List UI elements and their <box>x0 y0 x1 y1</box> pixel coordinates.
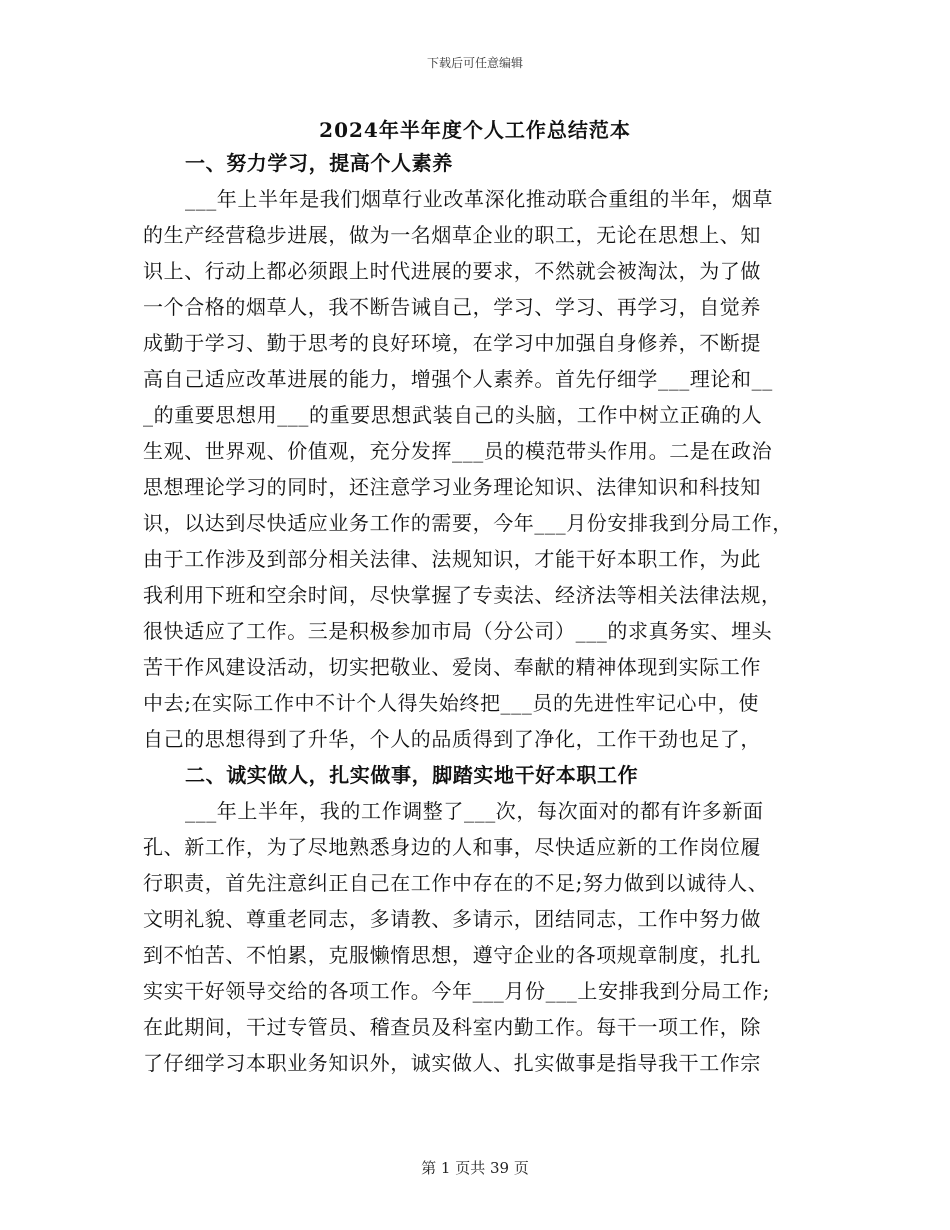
paragraph-line: 在此期间，干过专管员、稽查员及科室内勤工作。每干一项工作，除 <box>143 1015 761 1039</box>
paragraph-line: 孔、新工作，为了尽地熟悉身边的人和事，尽快适应新的工作岗位履 <box>143 835 761 859</box>
page-header: 下载后可任意编辑 <box>426 56 523 70</box>
paragraph-line: 思想理论学习的同时，还注意学习业务理论知识、法律知识和科技知 <box>143 475 761 499</box>
paragraph-line: 的生产经营稳步进展，做为一名烟草企业的职工，无论在思想上、知 <box>143 223 761 247</box>
section-heading: 二、诚实做人，扎实做事，脚踏实地干好本职工作 <box>185 763 639 787</box>
paragraph-line: 由于工作涉及到部分相关法律、法规知识，才能干好本职工作，为此 <box>143 547 761 571</box>
paragraph-line: 识，以达到尽快适应业务工作的需要，今年___月份安排我到分局工作， <box>143 511 793 535</box>
paragraph-line: _的重要思想用___的重要思想武装自己的头脑，工作中树立正确的人 <box>143 403 763 427</box>
document-body <box>143 145 808 1081</box>
paragraph-line: ___年上半年是我们烟草行业改革深化推动联合重组的半年，烟草 <box>185 187 773 211</box>
paragraph-line: 一个合格的烟草人，我不断告诫自己，学习、学习、再学习，自觉养 <box>143 295 761 319</box>
paragraph-line: 行职责，首先注意纠正自己在工作中存在的不足;努力做到以诚待人、 <box>143 871 769 895</box>
section-heading: 一、努力学习，提高个人素养 <box>185 151 453 175</box>
paragraph-line: 我利用下班和空余时间，尽快掌握了专卖法、经济法等相关法律法规， <box>143 583 782 607</box>
paragraph-line: 文明礼貌、尊重老同志，多请教、多请示，团结同志，工作中努力做 <box>143 907 761 931</box>
paragraph-line: 实实干好领导交给的各项工作。今年___月份___上安排我到分局工作; <box>143 979 771 1003</box>
paragraph-line: 自己的思想得到了升华，个人的品质得到了净化，工作干劲也足了， <box>143 727 761 751</box>
page-footer: 第 1 页共 39 页 <box>421 1159 529 1177</box>
document-title: 2024年半年度个人工作总结范本 <box>319 118 631 142</box>
paragraph-line: 中去;在实际工作中不计个人得失始终把___员的先进性牢记心中，使 <box>143 691 759 715</box>
paragraph-line: 识上、行动上都必须跟上时代进展的要求，不然就会被淘汰，为了做 <box>143 259 761 283</box>
paragraph-line: 到不怕苦、不怕累，克服懒惰思想，遵守企业的各项规章制度，扎扎 <box>143 943 761 967</box>
paragraph-line: 高自己适应改革进展的能力，增强个人素养。首先仔细学___理论和__ <box>143 367 773 391</box>
paragraph-line: 了仔细学习本职业务知识外，诚实做人、扎实做事是指导我干工作宗 <box>143 1051 761 1075</box>
paragraph-line: ___年上半年，我的工作调整了___次，每次面对的都有许多新面 <box>185 799 764 823</box>
paragraph-line: 成勤于学习、勤于思考的良好环境，在学习中加强自身修养，不断提 <box>143 331 761 355</box>
paragraph-line: 苦干作风建设活动，切实把敬业、爱岗、奉献的精神体现到实际工作 <box>143 655 761 679</box>
paragraph-line: 生观、世界观、价值观，充分发挥___员的模范带头作用。二是在政治 <box>143 439 773 463</box>
paragraph-line: 很快适应了工作。三是积极参加市局（分公司）___的求真务实、埋头 <box>143 619 773 643</box>
